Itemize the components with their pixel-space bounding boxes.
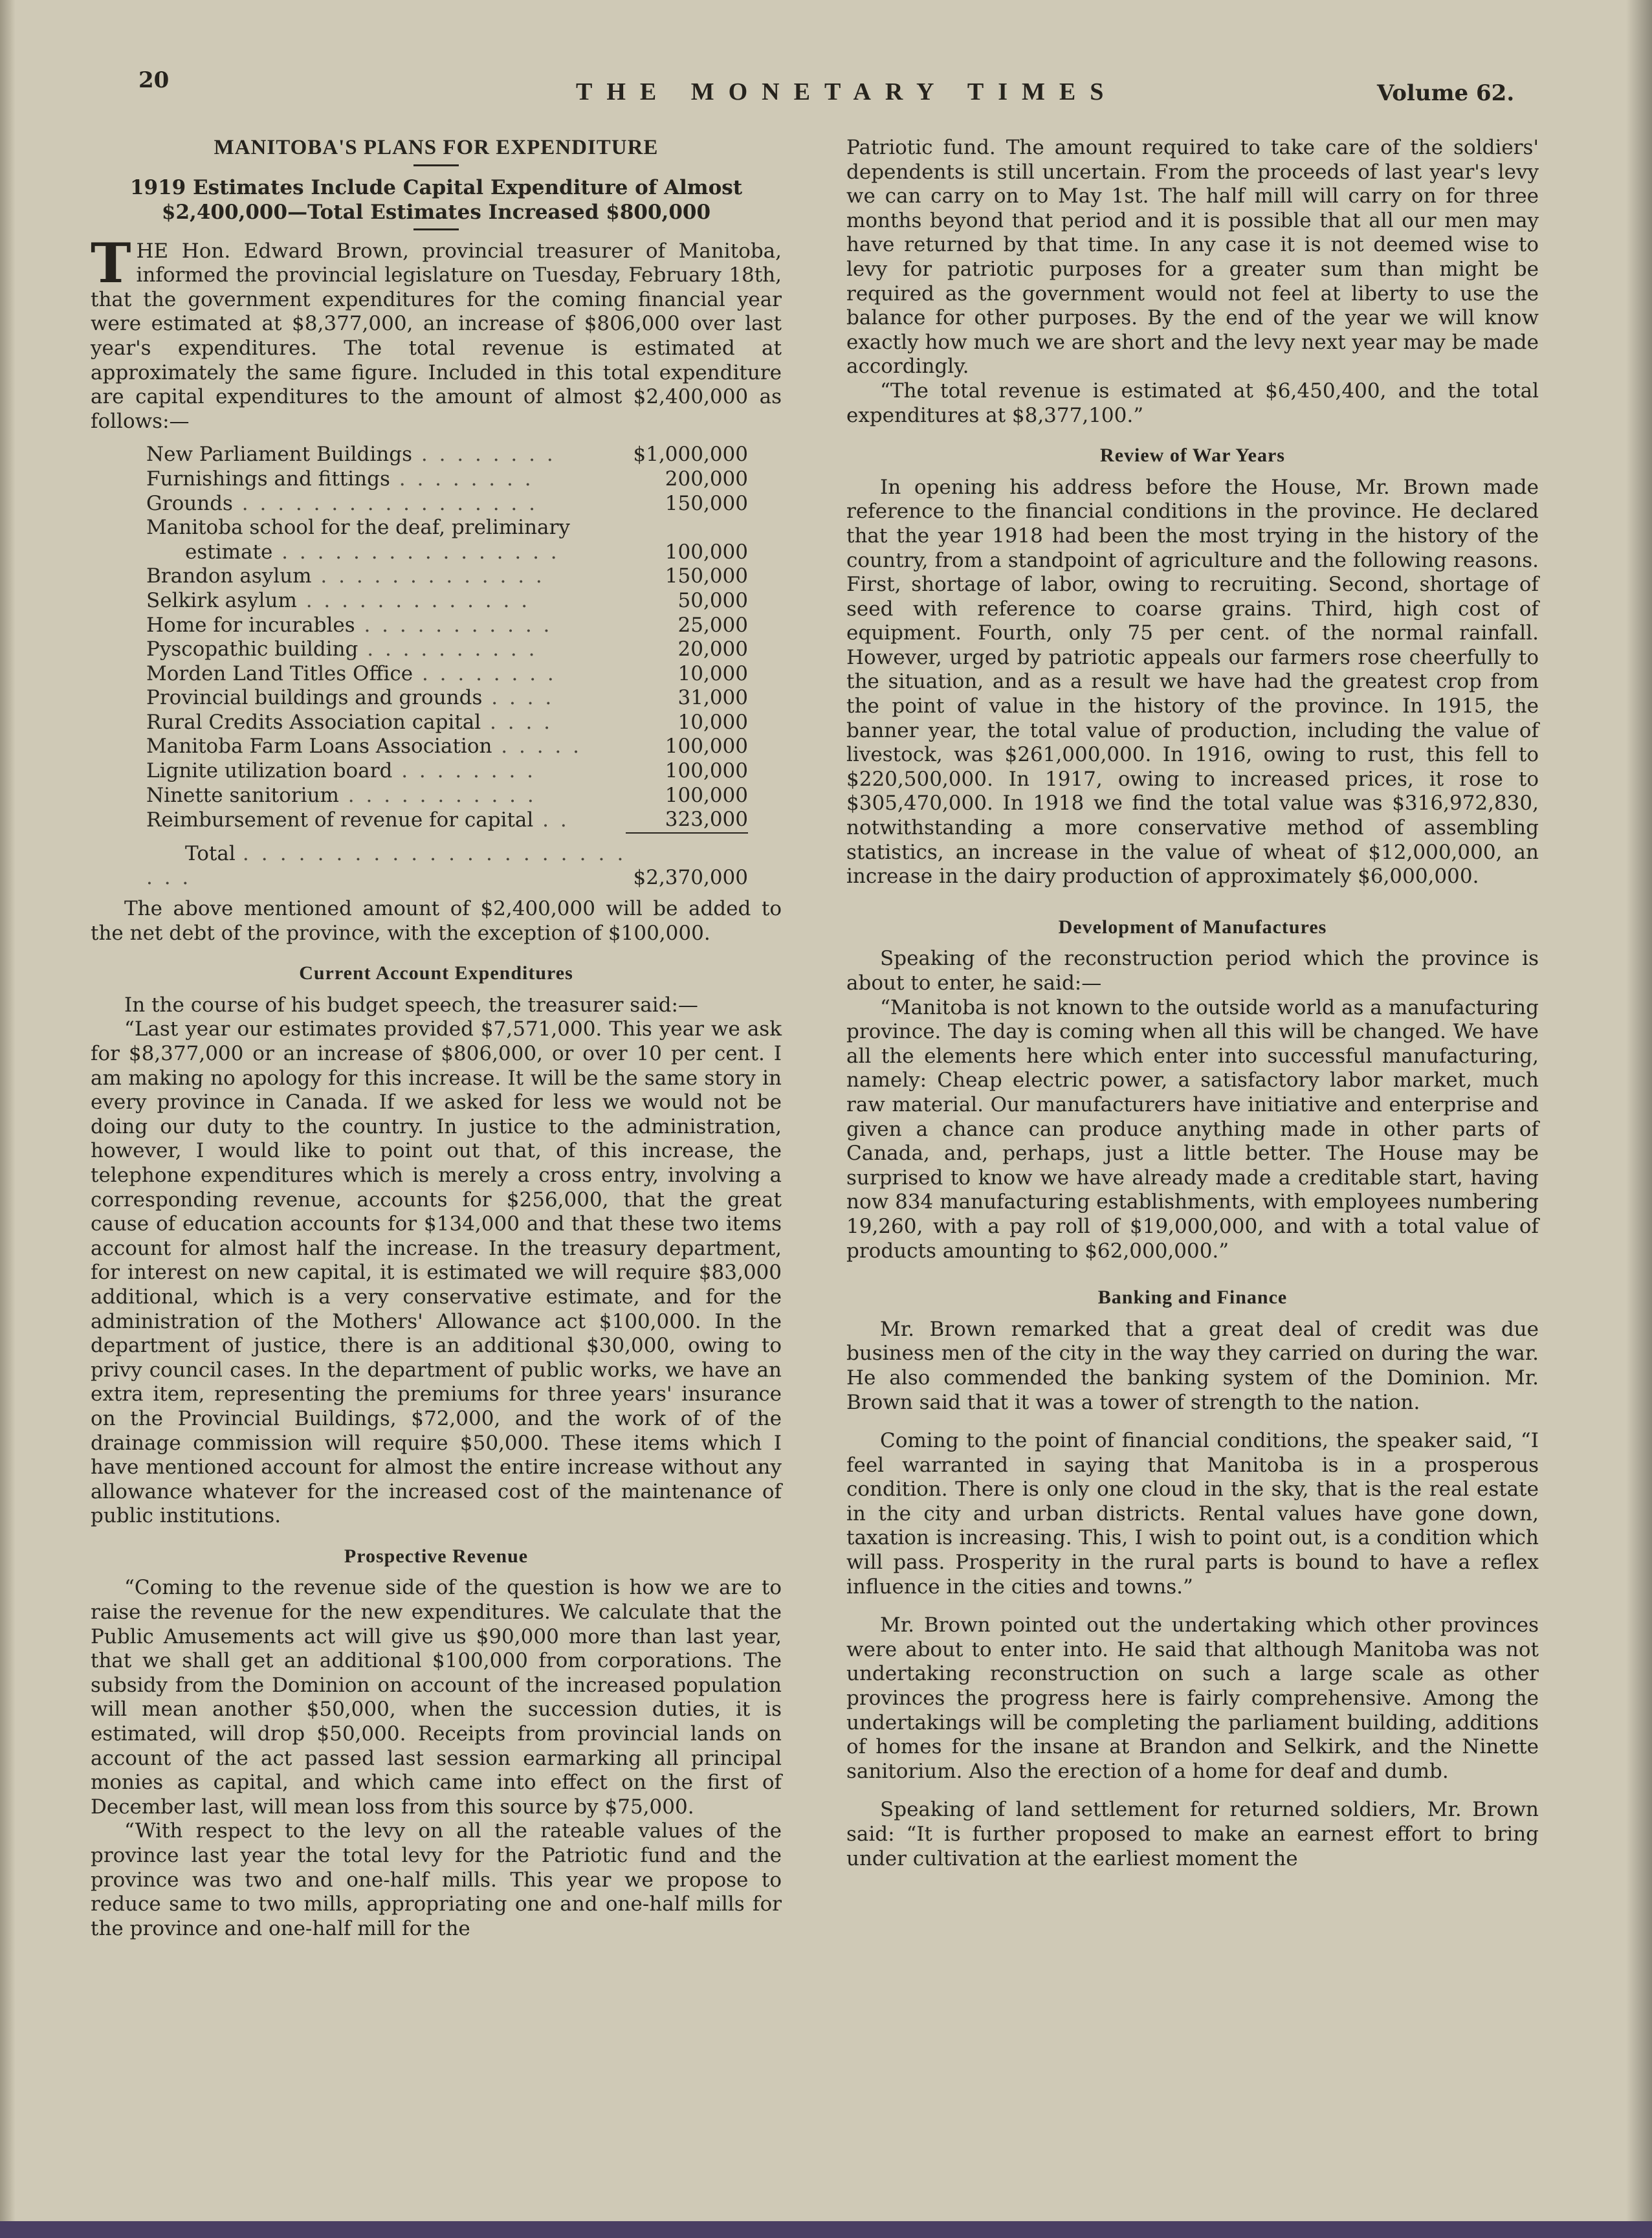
total-row (146, 833, 748, 891)
expenditure-row (146, 540, 748, 565)
expenditure-amount: 100,000 (665, 759, 748, 783)
right-column (846, 136, 1539, 1871)
expenditure-amount: 323,000 (665, 808, 748, 832)
expenditure-item-cell (146, 492, 626, 516)
expenditure-row (146, 467, 748, 492)
expenditure-item-cell (146, 759, 626, 784)
expenditure-item: Selkirk asylum (146, 588, 297, 612)
expenditure-item-cell (146, 467, 626, 492)
leader-dots: . . . . . . . . . . . (338, 783, 536, 807)
paragraph: In the course of his budget speech, the treasurer said:— (124, 993, 698, 1017)
paragraph: Mr. Brown remarked that a great deal of credit was due business men of the city in the way they carried on during the war. He also commended the banking system of the Dominion. Mr. Brown said that it was a tower of strength to the nation. (846, 1317, 1539, 1414)
leader-dots: . . . . . . . . . . . . . . . . . . . . . . . . (146, 841, 626, 890)
expenditure-item: Home for incurables (146, 613, 355, 637)
paragraph: “With respect to the levy on all the rateable values of the province last year the total levy for the Patriotic fund and the province was two and one-half mills. This year we propose to reduce same to two mills, appropriating one and one-half mills for the province and one-half mill for the (91, 1819, 782, 1940)
expenditure-row (146, 735, 748, 759)
leader-dots: . . (533, 808, 569, 832)
expenditure-row (146, 614, 748, 638)
expenditures-body (146, 443, 748, 833)
paragraph: Speaking of the reconstruction period which the province is about to enter, he said:— (846, 947, 1539, 995)
expenditure-item: Grounds (146, 491, 233, 515)
left-column (91, 136, 782, 1941)
expenditure-item: Manitoba Farm Loans Association (146, 735, 492, 759)
paragraph: Coming to the point of financial conditions, the speaker said, “I feel warranted in saying that Manitoba is in a prosperous condition. There is only one cloud in the sky, that is the real estate in the city and urban districts. Rental values have gone down, taxation is increasing. This, I wish to point out, is a condition which will pass. Prosperity in the rural parts is bound to have a reflex influence in the cities and towns.” (846, 1429, 1539, 1599)
expenditure-item-cell (146, 564, 626, 589)
expenditure-amount: 100,000 (665, 783, 748, 807)
expenditure-item: Lignite utilization board (146, 759, 393, 783)
leader-dots: . . . . . . . . . . (358, 637, 538, 661)
journal-title: THE MONETARY TIMES (576, 78, 1118, 105)
subtitle-rule (413, 228, 459, 230)
expenditure-amount: 150,000 (665, 564, 748, 588)
expenditure-item: New Parliament Buildings (146, 443, 413, 467)
leader-dots: . . . . . . . . . . . . . . . . . (232, 491, 538, 515)
expenditure-row (146, 711, 748, 735)
expenditure-item-cell (146, 589, 626, 614)
expenditure-row (146, 443, 748, 467)
expenditure-amount: 100,000 (665, 540, 748, 564)
subtitle-line-1: 1919 Estimates Include Capital Expenditure of Almost (129, 175, 743, 199)
expenditure-amount: 31,000 (677, 686, 748, 710)
expenditure-item-cell (146, 614, 626, 638)
total-label-cell (146, 833, 626, 891)
expenditure-amount: 10,000 (677, 710, 748, 734)
expenditure-amount: 100,000 (665, 735, 748, 759)
expenditure-row (146, 637, 748, 662)
total-amount: $2,370,000 (626, 833, 748, 891)
expenditure-item: Furnishings and fittings (146, 467, 390, 491)
article-title: MANITOBA'S PLANS FOR EXPENDITURE (214, 136, 659, 159)
expenditure-amount: $1,000,000 (633, 443, 748, 467)
paragraph: “Coming to the revenue side of the question is how we are to raise the revenue for the new expenditures. We calculate that the Public Amusements act will give us $90,000 more than last year, that we shall get an additional $100,000 from corporations. The subsidy from the Dominion on account of the increased population will mean another $50,000, when the succession duties, it is estimated, will drop $50,000. Receipts from provincial lands on account of the act passed last session earmarking all principal monies as capital, and which came into effect on the first of December last, will mean loss from this source by $75,000. (91, 1576, 782, 1819)
expenditure-item-cell (146, 662, 626, 687)
leader-dots: . . . . . . . . (412, 443, 556, 467)
expenditure-item: Provincial buildings and grounds (146, 686, 483, 710)
expenditure-item-cell (146, 784, 626, 808)
expenditure-amount: 25,000 (677, 613, 748, 637)
expenditure-row (146, 662, 748, 687)
leader-dots: . . . . . . . . . . . . . (296, 588, 531, 612)
expenditure-amount: 10,000 (677, 661, 748, 685)
leader-dots: . . . . . . . . . . . . . . . . (272, 540, 560, 564)
expenditure-row (146, 564, 748, 589)
leader-dots: . . . . . . . . (390, 467, 534, 491)
paragraph: “Manitoba is not known to the outside world as a manufacturing province. The day is coming when all this will be changed. We have all the elements here which enter into successful manufacturing, namely: Cheap electric power, a satisfactory labor market, much raw material. Our manufacturers have initiative and enterprise and given a chance can produce anything made in other parts of Canada, and, perhaps, just a little better. The House may be surprised to know we have already made a creditable start, having now 834 manufacturing establishments, with employees numbering 19,260, with a pay roll of $19,000,000, and with a total value of products amounting to $62,000,000.” (846, 995, 1539, 1263)
expenditure-item-cell (146, 711, 626, 735)
section-heading-banking: Banking and Finance (1097, 1287, 1288, 1309)
expenditure-amount: 200,000 (665, 467, 748, 491)
paragraph: Mr. Brown pointed out the undertaking which other provinces were about to enter into. He said that although Manitoba was not undertaking reconstruction on such a large scale as other provinces the progress here is fairly comprehensive. Among the undertakings will be completing the parliament building, additions of homes for the insane at Brandon and Selkirk, and the Ninette sanitorium. Also the erection of a home for deaf and dumb. (846, 1613, 1539, 1783)
leader-dots: . . . . . . . . . . . . . (311, 564, 545, 588)
expenditure-item-cell (146, 735, 626, 759)
expenditure-row (146, 589, 748, 614)
expenditure-row (146, 784, 748, 808)
expenditure-row (146, 759, 748, 784)
page-bottom-edge (0, 2221, 1652, 2238)
expenditure-amount: 150,000 (665, 491, 748, 515)
expenditure-item: Pyscopathic building (146, 637, 358, 661)
leader-dots: . . . . . (492, 735, 582, 759)
expenditure-item-cell (146, 808, 626, 833)
section-heading-current-account: Current Account Expenditures (299, 962, 573, 984)
expenditure-item-cell (146, 540, 626, 565)
expenditure-row (146, 516, 748, 540)
section-heading-prospective-revenue: Prospective Revenue (344, 1545, 529, 1567)
expenditure-item-cell (146, 443, 626, 467)
after-table-paragraph: The above mentioned amount of $2,400,000 will be added to the net debt of the province, with the exception of $100,000. (91, 897, 782, 945)
expenditure-item: Morden Land Titles Office (146, 661, 413, 685)
total-label: Total (185, 841, 236, 865)
expenditure-item: Ninette sanitorium (146, 783, 339, 807)
expenditure-amount: 20,000 (677, 637, 748, 661)
section-heading-war-years: Review of War Years (1100, 445, 1285, 467)
intro-paragraph (91, 230, 782, 434)
page-shadow-right (1626, 0, 1652, 2238)
paragraph: “Last year our estimates provided $7,571,000. This year we ask for $8,377,000 or an increase of $806,000, or over 10 per cent. I am making no apology for this increase. It will be the same story in every province in Canada. If we asked for less we would not be doing our duty to the country. In justice to the administration, however, I would like to point out that, of this increase, the telephone expenditures which is merely a cross entry, involving a corresponding revenue, accounts for $256,000, that the great cause of education accounts for $134,000 and that these two items account for almost half the increase. In the treasury department, for interest on new capital, it is estimated we will require $83,000 additional, which is a very conservative estimate, and for the administration of the Mothers' Allowance act $100,000. In the department of justice, there is an additional $30,000, owing to privy council cases. In the department of public works, we have an extra item, representing the premiums for three years' insurance on the Provincial Buildings, $72,000, and the work of of the drainage commission will require $50,000. These items which I have mentioned account for almost the entire increase without any allowance whatever for the increased cost of the maintenance of public institutions. (91, 1017, 782, 1528)
expenditure-item: Reimbursement of revenue for capital (146, 808, 534, 832)
subtitle-line-2: $2,400,000—Total Estimates Increased $800,000 (161, 200, 711, 224)
section-heading-manufactures: Development of Manufactures (1058, 916, 1327, 938)
expenditure-row (146, 492, 748, 516)
intro-text: HE Hon. Edward Brown, provincial treasurer of Manitoba, informed the provincial legislature on Tuesday, February 18th, that the government expenditures for the coming financial year were estimated at $8,377,000, an increase of $806,000 over last year's expenditures. The total revenue is estimated at approximately the same figure. Included in this total expenditure are capital expenditures to the amount of almost $2,400,000 as follows:— (91, 239, 782, 433)
leader-dots: . . . . . . . . . . . (355, 613, 553, 637)
expenditure-item: Rural Credits Association capital (146, 710, 481, 734)
expenditure-amount: 50,000 (677, 588, 748, 612)
title-rule (413, 164, 459, 166)
expenditure-item-cell (146, 516, 626, 540)
expenditure-row (146, 808, 748, 833)
expenditure-item: Manitoba school for the deaf, preliminary (146, 516, 570, 540)
paragraph: Speaking of land settlement for returned soldiers, Mr. Brown said: “It is further proposed to make an earnest effort to bring under cultivation at the earliest moment the (846, 1798, 1539, 1870)
paragraph: In opening his address before the House, Mr. Brown made reference to the financial conditions in the province. He declared that the year 1918 had been the most trying in the history of the country, from a standpoint of agriculture and the following reasons. First, shortage of labor, owing to recruiting. Second, shortage of seed with reference to coarse grains. Third, high cost of equipment. Fourth, only 75 per cent. of the normal rainfall. However, urged by patriotic appeals our farmers rose cheerfully to the situation, and as a result we have had the greatest crop from the point of value in the history of the province. In 1915, the banner year, the total value of production, including the value of livestock, was $261,000,000. In 1916, owing to rust, this fell to $220,500,000. In 1917, owing to increased prices, it rose to $305,470,000. In 1918 we find the total value was $316,972,830, notwithstanding a more conservative method of assembling statistics, an increase in the value of wheat of $12,000,000, an increase in the dairy production of approximately $6,000,000. (846, 475, 1539, 889)
expenditure-amount (626, 516, 748, 540)
article-subtitle (91, 175, 782, 225)
paragraph: Patriotic fund. The amount required to take care of the soldiers' dependents is still uncertain. From the proceeds of last year's levy we can carry on to May 1st. The half mill will carry on for three months beyond that period and it is possible that all our men may have returned by that time. In any case it is not deemed wise to levy for patriotic purposes for a greater sum than might be required as the government would not feel at liberty to use the balance for other purposes. By the end of the year we will know exactly how much we are short and the levy next year may be made accordingly. (846, 136, 1539, 379)
paragraph: “The total revenue is estimated at $6,450,400, and the total expenditures at $8,377,100.” (846, 379, 1539, 427)
page-number: 20 (138, 67, 170, 93)
drop-cap: T (91, 230, 131, 295)
leader-dots: . . . . (481, 710, 553, 734)
expenditure-item: estimate (185, 540, 273, 564)
leader-dots: . . . . . . . . (413, 661, 556, 685)
expenditure-item: Brandon asylum (146, 564, 312, 588)
leader-dots: . . . . . . . . (392, 759, 536, 783)
page-shadow-left (0, 0, 16, 2238)
leader-dots: . . . . (482, 686, 555, 710)
capital-expenditures-table (146, 443, 748, 891)
expenditure-item-cell (146, 686, 626, 711)
expenditure-row (146, 686, 748, 711)
volume-label: Volume 62. (1377, 80, 1515, 106)
expenditure-item-cell (146, 637, 626, 662)
